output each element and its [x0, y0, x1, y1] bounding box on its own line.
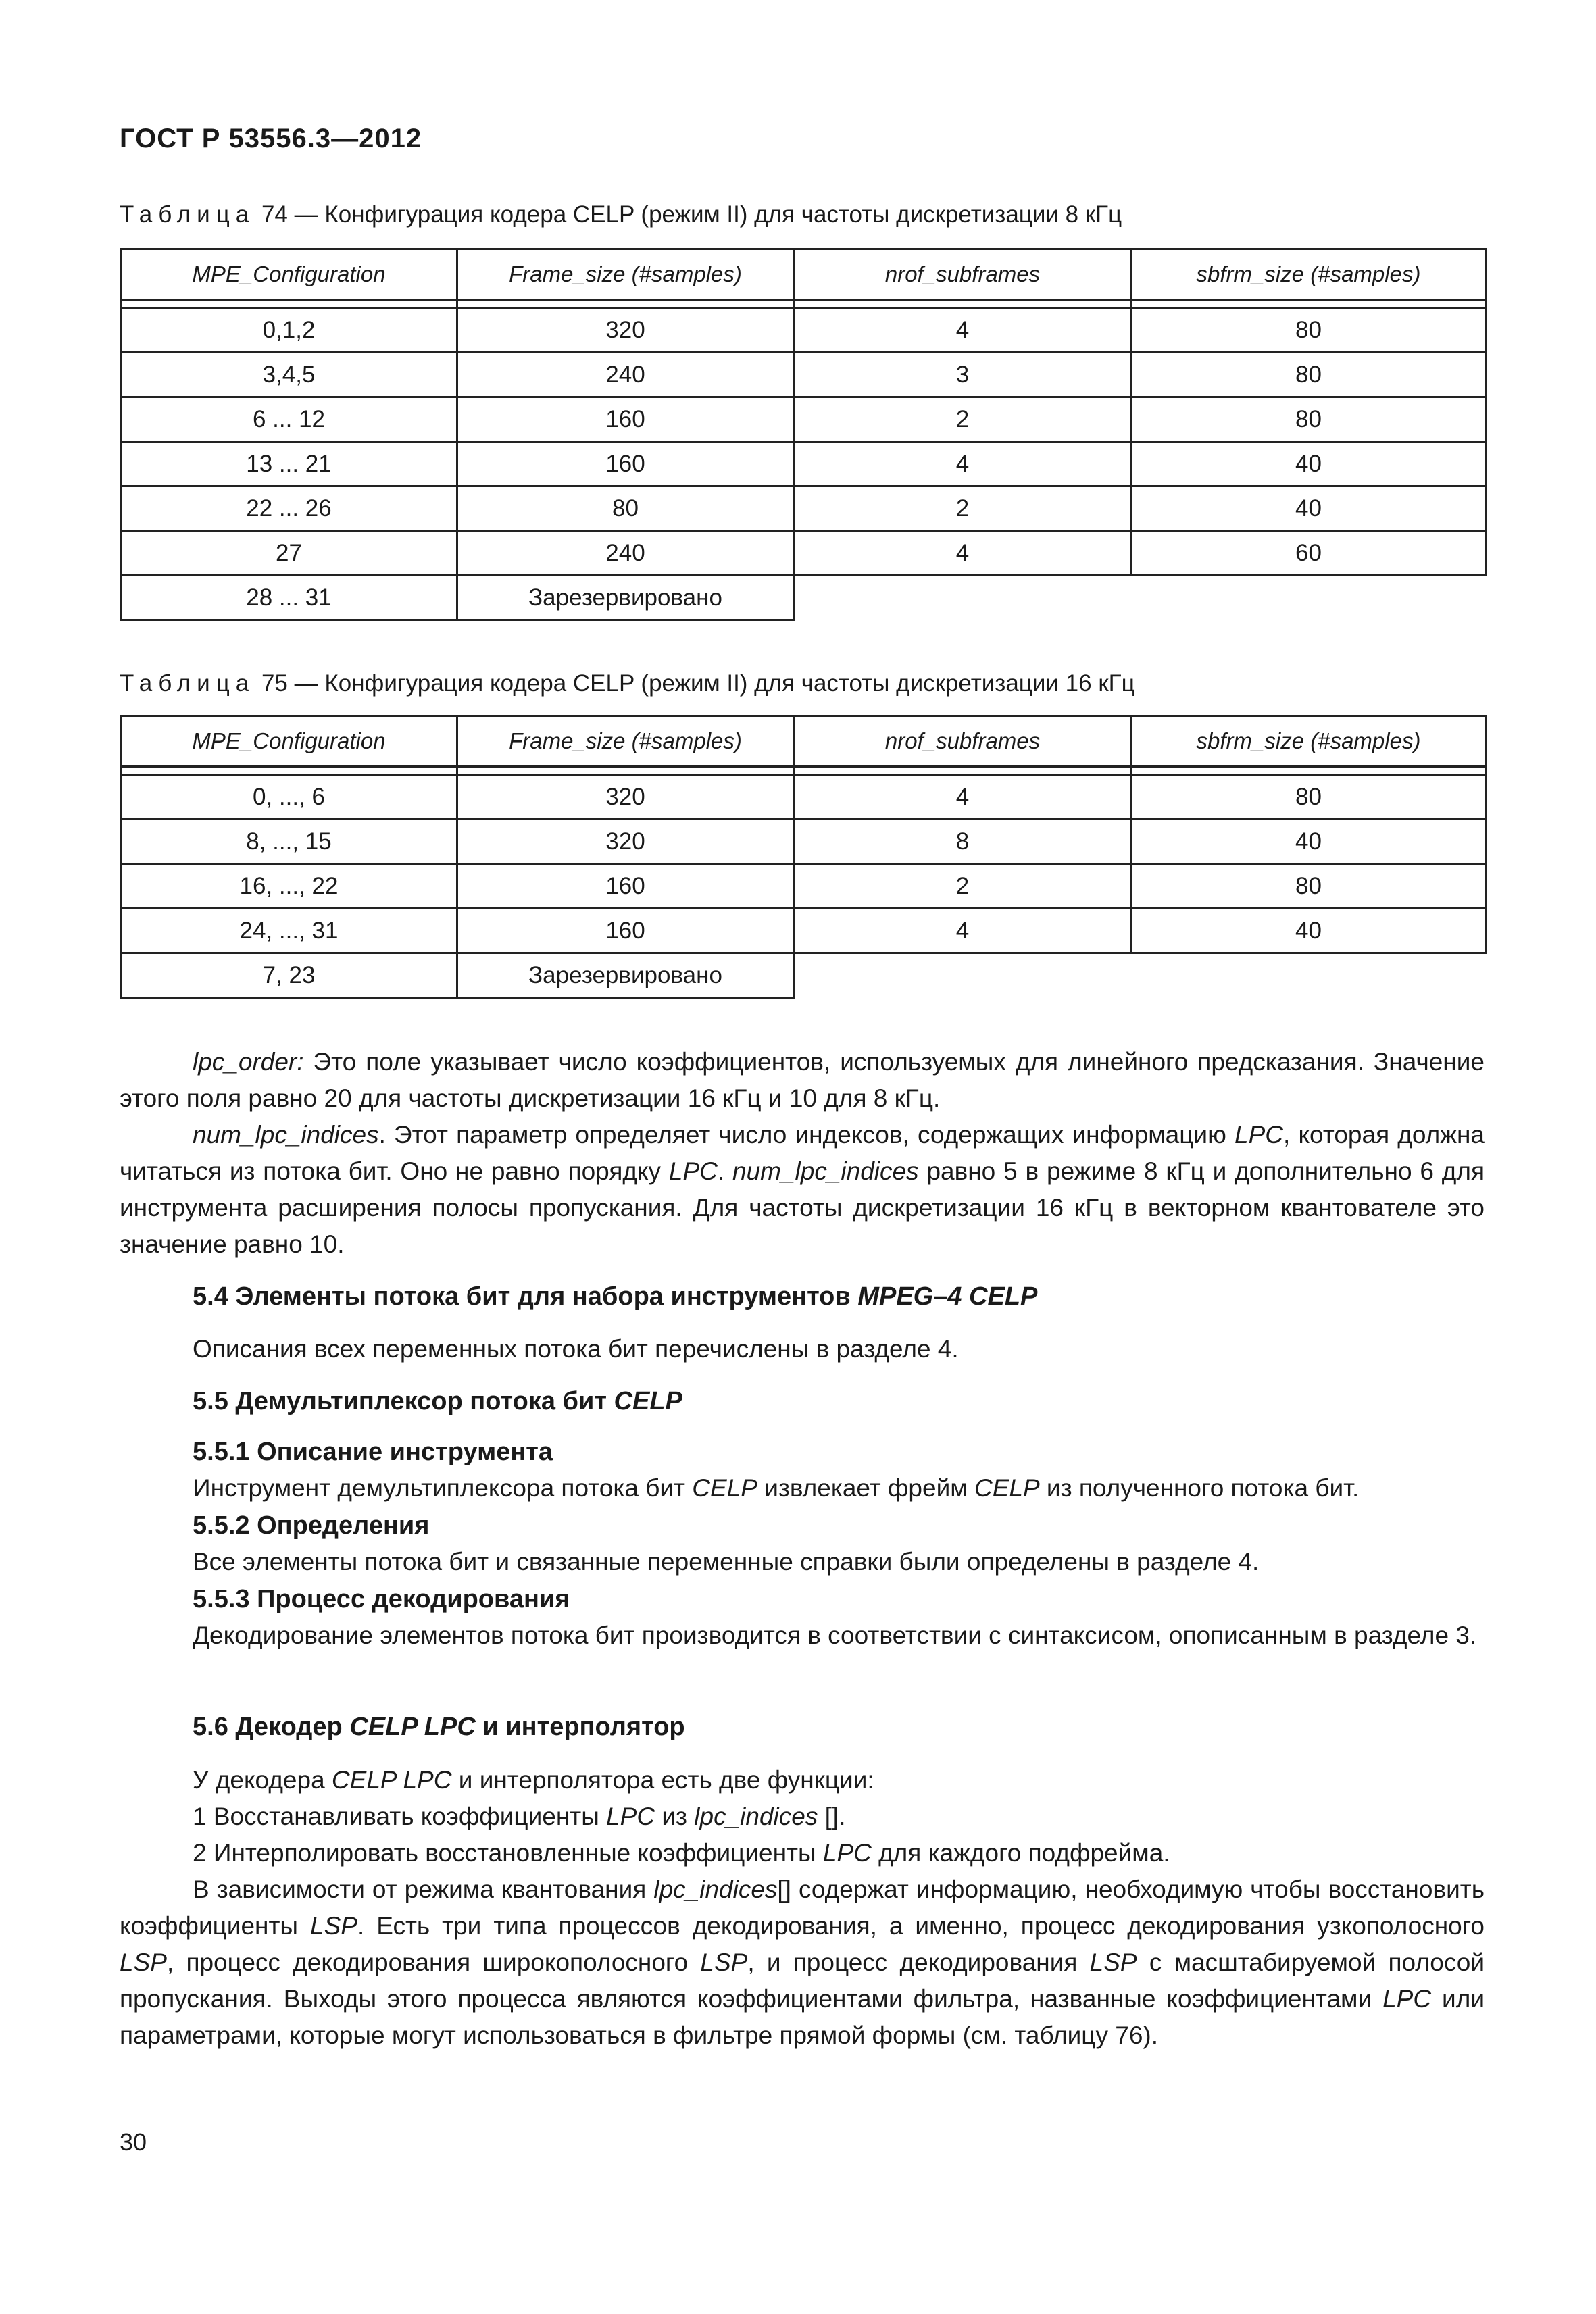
table-row-reserved: 7, 23 Зарезервировано — [121, 953, 1486, 998]
heading-5-5-3: 5.5.3 Процесс декодирования — [193, 1585, 570, 1613]
column-header: MPE_Configuration — [121, 716, 457, 767]
paragraph-lpc-order: lpc_order: Это поле указывает число коэффициентов, используемых для линейного предсказания. Значение этого поля равно 20 для частоты дискретизации 16 кГц и 10 для 8 кГц. — [120, 1048, 1485, 1112]
table-row: 0, ..., 6 320 4 80 — [121, 775, 1486, 820]
table-74-caption: Таблица 74 — Конфигурация кодера CELP (режим II) для частоты дискретизации 8 кГц — [120, 201, 1122, 228]
column-header: nrof_subframes — [794, 716, 1132, 767]
table-75-caption: Таблица 75 — Конфигурация кодера CELP (режим II) для частоты дискретизации 16 кГц — [120, 670, 1135, 697]
table-row-reserved: 28 ... 31 Зарезервировано — [121, 576, 1486, 620]
header-separator — [121, 300, 1486, 308]
page-number: 30 — [120, 2128, 147, 2156]
heading-5-5-1: 5.5.1 Описание инструмента — [193, 1438, 553, 1466]
table-row: 13 ... 21 160 4 40 — [121, 442, 1486, 486]
paragraph-5-5-2: Все элементы потока бит и связанные переменные справки были определены в разделе 4. — [193, 1548, 1260, 1576]
paragraph-5-5-3: Декодирование элементов потока бит производится в соответствии с синтаксисом, опописанным в разделе 3. — [193, 1621, 1477, 1649]
column-header: sbfrm_size (#samples) — [1132, 249, 1486, 300]
header-separator — [121, 767, 1486, 775]
list-item-1: 1 Восстанавливать коэффициенты LPC из lpc_indices []. — [193, 1803, 846, 1830]
column-header: nrof_subframes — [794, 249, 1132, 300]
table-header-row — [121, 249, 1486, 300]
paragraph-5-4: Описания всех переменных потока бит перечислены в разделе 4. — [193, 1335, 959, 1363]
table-row: 6 ... 12 160 2 80 — [121, 397, 1486, 442]
heading-5-6: 5.6 Декодер CELP LPC и интерполятор — [193, 1713, 685, 1741]
table-row: 0,1,2 320 4 80 — [121, 308, 1486, 353]
heading-5-4: 5.4 Элементы потока бит для набора инструментов MPEG–4 CELP — [193, 1282, 1038, 1311]
table-row: 22 ... 26 80 2 40 — [121, 486, 1486, 531]
table-header-row — [121, 716, 1486, 767]
heading-5-5: 5.5 Демультиплексор потока бит CELP — [193, 1387, 682, 1415]
paragraph-5-6-details: В зависимости от режима квантования lpc_indices[] содержат информацию, необходимую чтобы восстановить коэффициенты LSP. Есть три типа процессов декодирования, а именно, процесс декодирования узкополосного LSP, процесс декодирования широкополосного LSP, и процесс декодирования LSP с масштабируемой полосой пропускания. Выходы этого процесса являются коэффициентами фильтра, названные коэффициентами LPC или параметрами, которые могут использоваться в фильтре прямой формы (см. таблицу 76). — [120, 1876, 1485, 2049]
column-header: Frame_size (#samples) — [457, 716, 794, 767]
paragraph-5-6-intro: У декодера CELP LPC и интерполятора есть две функции: — [193, 1766, 874, 1794]
table-row: 16, ..., 22 160 2 80 — [121, 864, 1486, 909]
document-page — [120, 0, 1485, 2314]
paragraph-num-lpc-indices: num_lpc_indices. Этот параметр определяет число индексов, содержащих информацию LPC, которая должна читаться из потока бит. Оно не равно порядку LPC. num_lpc_indices равно 5 в режиме 8 кГц и дополнительно 6 для инструмента расширения полосы пропускания. Для частоты дискретизации 16 кГц в векторном квантователе это значение равно 10. — [120, 1121, 1485, 1258]
table-row: 27 240 4 60 — [121, 531, 1486, 576]
table-row: 8, ..., 15 320 8 40 — [121, 820, 1486, 864]
list-item-2: 2 Интерполировать восстановленные коэффициенты LPC для каждого подфрейма. — [193, 1839, 1170, 1867]
standard-number: ГОСТ Р 53556.3—2012 — [120, 124, 422, 153]
table-row: 24, ..., 31 160 4 40 — [121, 909, 1486, 953]
heading-5-5-2: 5.5.2 Определения — [193, 1511, 430, 1540]
table-74 — [120, 248, 1487, 621]
column-header: MPE_Configuration — [121, 249, 457, 300]
table-75 — [120, 715, 1487, 999]
table-row: 3,4,5 240 3 80 — [121, 353, 1486, 397]
column-header: sbfrm_size (#samples) — [1132, 716, 1486, 767]
paragraph-5-5-1: Инструмент демультиплексора потока бит CELP извлекает фрейм CELP из полученного потока бит. — [193, 1474, 1360, 1502]
column-header: Frame_size (#samples) — [457, 249, 794, 300]
